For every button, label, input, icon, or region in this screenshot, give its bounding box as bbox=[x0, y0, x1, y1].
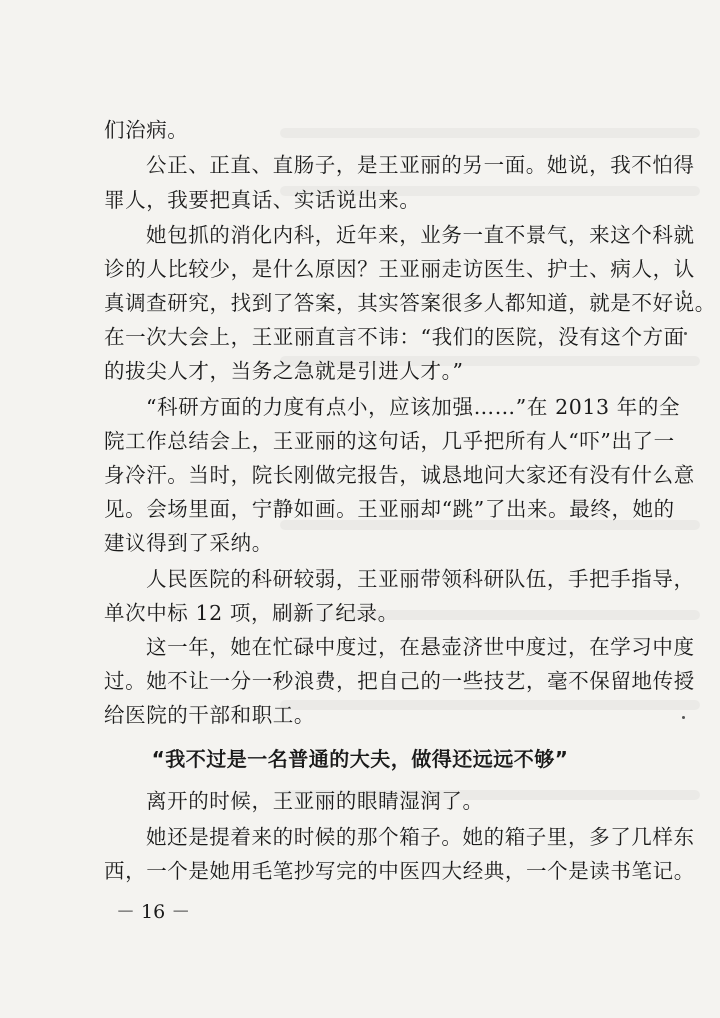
body-line: 在一次大会上，王亚丽直言不讳：“我们的医院，没有这个方面 bbox=[104, 325, 685, 349]
body-line: 诊的人比较少，是什么原因？王亚丽走访医生、护士、病人，认 bbox=[104, 257, 695, 281]
bleed-through bbox=[280, 128, 700, 138]
section-heading: “我不过是一名普通的大夫，做得还远远不够” bbox=[151, 747, 569, 771]
body-line: 她还是提着来的时候的那个箱子。她的箱子里，多了几样东 bbox=[146, 825, 695, 849]
body-line: 离开的时候，王亚丽的眼睛湿润了。 bbox=[146, 789, 484, 813]
body-line: 真调查研究，找到了答案，其实答案很多人都知道，就是不好说。 bbox=[104, 291, 716, 315]
scan-speck bbox=[682, 716, 685, 719]
body-line: 她包抓的消化内科，近年来，业务一直不景气，来这个科就 bbox=[146, 223, 695, 247]
body-line: 见。会场里面，宁静如画。王亚丽却“跳”了出来。最终，她的 bbox=[104, 497, 675, 521]
body-line: 单次中标 12 项，刷新了纪录。 bbox=[104, 601, 399, 625]
body-line: 身冷汗。当时，院长刚做完报告，诚恳地问大家还有没有什么意 bbox=[104, 463, 695, 487]
body-line: 这一年，她在忙碌中度过，在悬壶济世中度过，在学习中度 bbox=[146, 635, 695, 659]
body-line: 给医院的干部和职工。 bbox=[104, 703, 315, 727]
bleed-through bbox=[280, 700, 700, 710]
body-line: 的拔尖人才，当务之急就是引进人才。” bbox=[104, 359, 464, 383]
body-line: 们治病。 bbox=[104, 118, 189, 142]
body-line: 西，一个是她用毛笔抄写完的中医四大经典，一个是读书笔记。 bbox=[104, 859, 695, 883]
body-line: 公正、正直、直肠子，是王亚丽的另一面。她说，我不怕得 bbox=[146, 153, 695, 177]
body-line: 建议得到了采纳。 bbox=[104, 531, 273, 555]
body-line: “科研方面的力度有点小，应该加强……”在 2013 年的全 bbox=[146, 395, 681, 419]
page-number: － 16 － bbox=[116, 901, 191, 923]
body-line: 罪人，我要把真话、实话说出来。 bbox=[104, 188, 421, 212]
body-line: 人民医院的科研较弱，王亚丽带领科研队伍，手把手指导， bbox=[146, 567, 695, 591]
body-line: 院工作总结会上，王亚丽的这句话，几乎把所有人“吓”出了一 bbox=[104, 429, 675, 453]
body-line: 过。她不让一分一秒浪费，把自己的一些技艺，毫不保留地传授 bbox=[104, 669, 695, 693]
